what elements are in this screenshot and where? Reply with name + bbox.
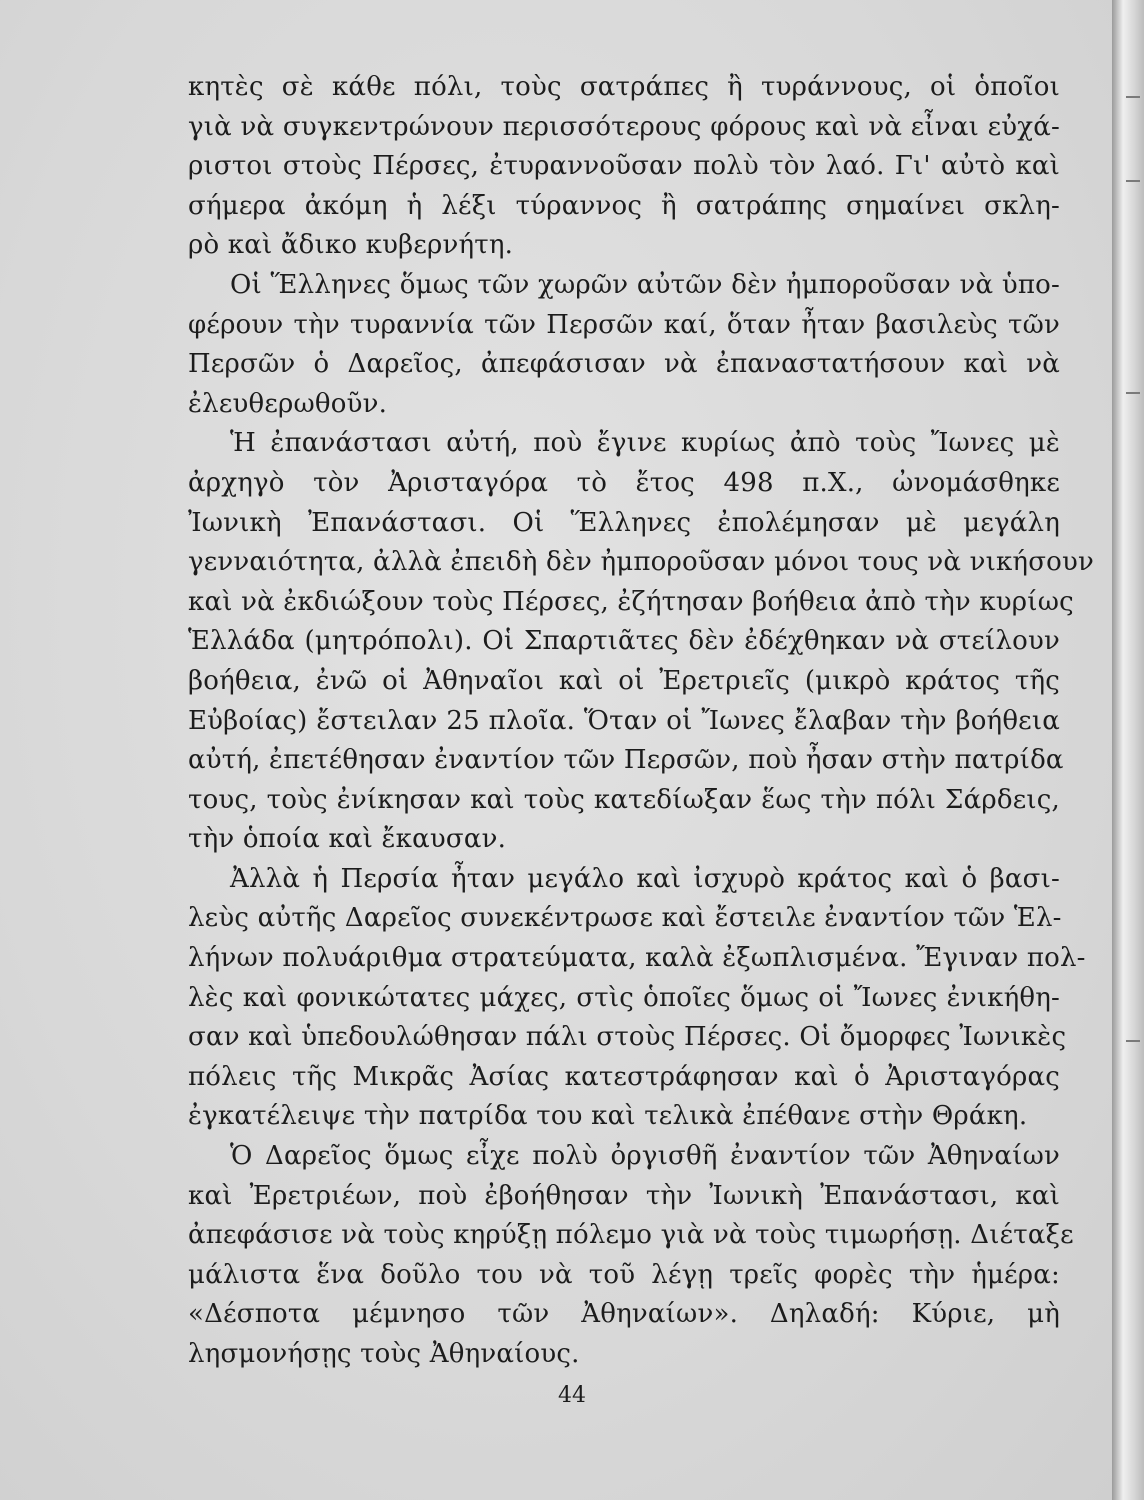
text-line: τους, τοὺς ἐνίκησαν καὶ τοὺς κατεδίωξαν ἕως τὴν πόλι Σάρδεις, — [188, 784, 1060, 815]
text-line: λήνων πολυάριθμα στρατεύματα, καλὰ ἐξωπλισμένα. Ἔγιναν πολ- — [188, 943, 1086, 974]
text-line: γιὰ νὰ συγκεντρώνουν περισσότερους φόρους καὶ νὰ εἶναι εὐχά- — [188, 111, 1060, 142]
text-line: λησμονήσῃς τοὺς Ἀθηναίους. — [188, 1339, 580, 1369]
text-line: βοήθεια, ἐνῶ οἱ Ἀθηναῖοι καὶ οἱ Ἐρετριεῖς (μικρὸ κράτος τῆς — [188, 665, 1060, 696]
text-line: τὴν ὁποία καὶ ἔκαυσαν. — [188, 824, 507, 855]
text-line: Ὁ Δαρεῖος ὅμως εἶχε πολὺ ὀργισθῆ ἐναντίον τῶν Ἀθηναίων — [230, 1141, 1060, 1172]
text-line: ἀπεφάσισε νὰ τοὺς κηρύξῃ πόλεμο γιὰ νὰ τοὺς τιμωρήσῃ. Διέταξε — [188, 1220, 1074, 1251]
text-line: Περσῶν ὁ Δαρεῖος, ἀπεφάσισαν νὰ ἐπαναστατήσουν καὶ νὰ — [188, 349, 1060, 380]
text-line: Ἑλλάδα (μητρόπολι). Οἱ Σπαρτιᾶτες δὲν ἐδέχθηκαν νὰ στείλουν — [188, 626, 1060, 657]
text-line: Εὐβοίας) ἔστειλαν 25 πλοῖα. Ὅταν οἱ Ἴωνες ἔλαβαν τὴν βοήθεια — [188, 705, 1060, 736]
body-text — [188, 68, 1095, 1375]
text-line: Ἡ ἐπανάστασι αὐτή, ποὺ ἔγινε κυρίως ἀπὸ τοὺς Ἴωνες μὲ — [230, 428, 1060, 459]
text-line: μάλιστα ἕνα δοῦλο του νὰ τοῦ λέγῃ τρεῖς φορὲς τὴν ἡμέρα: — [188, 1259, 1060, 1290]
text-line: φέρουν τὴν τυραννία τῶν Περσῶν καί, ὅταν ἦταν βασιλεὺς τῶν — [188, 309, 1060, 340]
text-line: καὶ νὰ ἐκδιώξουν τοὺς Πέρσες, ἐζήτησαν βοήθεια ἀπὸ τὴν κυρίως — [188, 586, 1074, 617]
adjacent-page-edge — [1112, 0, 1144, 1500]
text-line: Ἀλλὰ ἡ Περσία ἦταν μεγάλο καὶ ἰσχυρὸ κράτος καὶ ὁ βασι- — [230, 863, 1060, 894]
page-number: 44 — [558, 1383, 586, 1408]
text-line: γενναιότητα, ἀλλὰ ἐπειδὴ δὲν ἠμποροῦσαν μόνοι τους νὰ νικήσουν — [188, 547, 1095, 578]
text-line: κητὲς σὲ κάθε πόλι, τοὺς σατράπες ἢ τυράννους, οἱ ὁποῖοι — [188, 72, 1060, 102]
text-line: αὐτή, ἐπετέθησαν ἐναντίον τῶν Περσῶν, ποὺ ἦσαν στὴν πατρίδα — [188, 745, 1064, 776]
text-line: «Δέσποτα μέμνησο τῶν Ἀθηναίων». Δηλαδή: Κύριε, μὴ — [188, 1299, 1060, 1330]
text-line: σαν καὶ ὑπεδουλώθησαν πάλι στοὺς Πέρσες. Οἱ ὄμορφες Ἰωνικὲς — [188, 1022, 1067, 1053]
text-line: ρὸ καὶ ἄδικο κυβερνήτη. — [188, 230, 514, 261]
text-line: ριστοι στοὺς Πέρσες, ἐτυραννοῦσαν πολὺ τὸν λαό. Γι' αὐτὸ καὶ — [188, 151, 1060, 182]
text-line: λεὺς αὐτῆς Δαρεῖος συνεκέντρωσε καὶ ἔστειλε ἐναντίον τῶν Ἑλ- — [188, 903, 1062, 934]
text-line: Οἱ Ἕλληνες ὅμως τῶν χωρῶν αὐτῶν δὲν ἠμποροῦσαν νὰ ὑπο- — [230, 269, 1060, 300]
text-line: λὲς καὶ φονικώτατες μάχες, στὶς ὁποῖες ὅμως οἱ Ἴωνες ἐνικήθη- — [188, 982, 1060, 1013]
text-line: πόλεις τῆς Μικρᾶς Ἀσίας κατεστράφησαν καὶ ὁ Ἀρισταγόρας — [188, 1061, 1060, 1092]
text-line: ἐλευθερωθοῦν. — [188, 388, 388, 419]
text-line: Ἰωνικὴ Ἐπανάστασι. Οἱ Ἕλληνες ἐπολέμησαν μὲ μεγάλη — [188, 507, 1060, 538]
text-line: σήμερα ἀκόμη ἡ λέξι τύραννος ἢ σατράπης σημαίνει σκλη- — [188, 190, 1060, 221]
text-line: ἐγκατέλειψε τὴν πατρίδα του καὶ τελικὰ ἐπέθανε στὴν Θράκη. — [188, 1101, 1028, 1132]
text-line: ἀρχηγὸ τὸν Ἀρισταγόρα τὸ ἔτος 498 π.Χ., ὠνομάσθηκε — [188, 467, 1060, 498]
text-line: καὶ Ἐρετριέων, ποὺ ἐβοήθησαν τὴν Ἰωνικὴ Ἐπανάστασι, καὶ — [188, 1180, 1060, 1211]
